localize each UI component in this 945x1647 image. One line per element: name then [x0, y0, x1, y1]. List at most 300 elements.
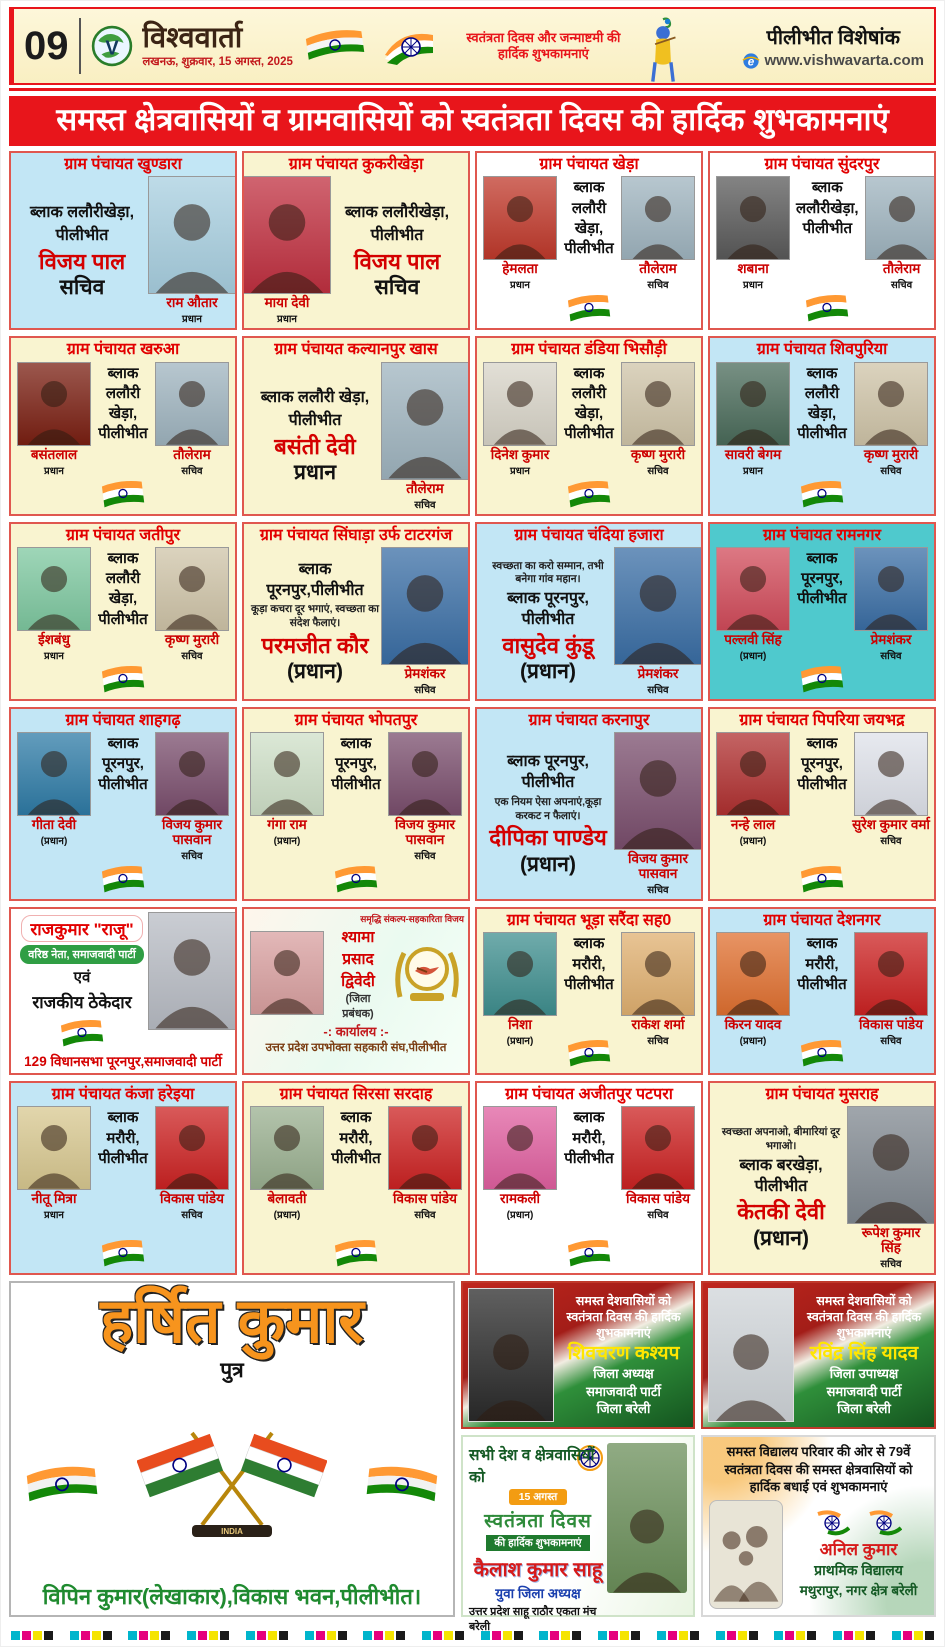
portrait-photo	[621, 362, 695, 446]
person-figure	[619, 362, 697, 511]
block-line: खेड़ा,	[108, 590, 138, 608]
cmyk-mark-group	[246, 1631, 288, 1640]
person-figure	[852, 732, 930, 896]
color-square	[257, 1631, 266, 1640]
block-line: पूरनपुर,	[801, 570, 843, 588]
person-name: अनिल कुमार	[819, 1539, 898, 1559]
party-name: समाजवादी पार्टी	[586, 1383, 661, 1399]
portrait-photo	[621, 176, 695, 260]
person-name: विजय कुमार पासवान	[161, 817, 223, 848]
text-line: परमजीत कौर	[261, 632, 369, 658]
portrait-photo	[709, 1289, 793, 1421]
block-line: ब्लाक	[806, 735, 838, 753]
person-role: (प्रधान)	[739, 836, 767, 848]
person-name: ईशबंधु	[38, 631, 70, 647]
panchayat-title: ग्राम पंचायत सुंदरपुर	[764, 156, 880, 174]
dateline: लखनऊ, शुक्रवार, 15 अगस्त, 2025	[142, 55, 293, 68]
ad-text	[330, 176, 464, 325]
portrait-photo	[847, 1106, 935, 1224]
portrait-photo	[381, 362, 469, 480]
panchayat-ad-box	[475, 907, 703, 1075]
kailash-sahu-ad	[461, 1435, 695, 1633]
text-line: ब्लाक ललौरी खेड़ा,	[260, 389, 370, 407]
tricolor-flag-icon	[566, 477, 612, 511]
color-square	[620, 1631, 629, 1640]
block-line: मरौरी,	[106, 1129, 140, 1147]
person-name: दिनेश कुमार	[490, 446, 550, 462]
block-line: ललौरी खेड़ा,	[571, 384, 607, 423]
person-role: सचिव	[181, 465, 203, 477]
panchayat-ad-box	[475, 522, 703, 701]
person-role: सचिव	[880, 836, 902, 848]
tricolor-flag-icon	[566, 1036, 612, 1070]
portrait-photo	[155, 362, 229, 446]
person-role: सचिव	[647, 280, 669, 292]
color-square	[374, 1631, 383, 1640]
page-number: 09	[24, 24, 69, 68]
block-line: ब्लाक	[806, 549, 838, 567]
person-name: प्रेमशंकर	[637, 665, 679, 681]
panchayat-ad-box	[242, 707, 470, 901]
color-square	[305, 1631, 314, 1640]
block-line: ब्लाक	[806, 364, 838, 382]
portrait-photo	[716, 176, 790, 260]
color-square	[338, 1631, 347, 1640]
portrait-photo	[607, 1443, 687, 1593]
text-line: राजकीय ठेकेदार	[32, 992, 132, 1012]
text-line: ब्लाक ललौरीखेड़ा,	[29, 203, 135, 221]
panchayat-ad-box	[475, 151, 703, 330]
color-square	[81, 1631, 90, 1640]
block-line: पीलीभीत	[98, 610, 148, 628]
person-role: प्रधान	[510, 280, 530, 292]
portrait-photo	[250, 732, 324, 816]
svg-text:e: e	[748, 55, 755, 68]
tricolor-flag-icon	[100, 1236, 146, 1270]
color-square	[807, 1631, 816, 1640]
person-figure	[153, 732, 231, 896]
color-square	[44, 1631, 53, 1640]
color-square	[716, 1631, 725, 1640]
portrait-photo	[621, 932, 695, 1016]
person-name: कैलाश कुमार साहू	[473, 1558, 603, 1581]
panchayat-ad-box	[708, 907, 936, 1075]
text-line: (प्रधान)	[753, 1226, 809, 1250]
flag-chakra-motifs	[816, 1510, 902, 1536]
text-line: पीलीभीत	[55, 226, 109, 244]
person-role: सचिव	[414, 1210, 436, 1222]
cmyk-mark-group	[833, 1631, 875, 1640]
text-line: ब्लाक पूरनपुर,पीलीभीत	[266, 560, 364, 599]
person-figure	[248, 1106, 326, 1270]
school-name: प्राथमिक विद्यालय	[814, 1561, 903, 1578]
block-info	[796, 176, 859, 325]
ad-text	[481, 732, 615, 896]
color-square	[444, 1631, 453, 1640]
person-name: कृष्ण मुरारी	[164, 631, 220, 647]
panchayat-title: ग्राम पंचायत कुकरीखेड़ा	[288, 156, 424, 174]
tricolor-flag-icon	[799, 662, 845, 696]
color-square	[892, 1631, 901, 1640]
block-info	[563, 362, 615, 511]
panchayat-title: ग्राम पंचायत रामनगर	[762, 526, 882, 544]
block-line: पीलीभीत	[564, 1149, 614, 1167]
block-info	[330, 1106, 382, 1270]
person-name: किरन यादव	[724, 1017, 782, 1033]
main-greeting-banner: समस्त क्षेत्रवासियों व ग्रामवासियों को स्वतंत्रता दिवस की हार्दिक शुभकामनाएं	[9, 96, 936, 146]
header-rule	[9, 88, 936, 91]
block-info	[796, 932, 848, 1070]
person-figure	[248, 732, 326, 896]
portrait-photo	[716, 547, 790, 631]
person-name: रविंद्र सिंह यादव	[809, 1342, 919, 1364]
tricolor-flag-icon	[100, 662, 146, 696]
color-square	[925, 1631, 934, 1640]
block-line: ब्लाक	[811, 179, 843, 197]
panchayat-title: ग्राम पंचायत सिरसा सरदाह	[279, 1085, 433, 1103]
person-name: रूपेश कुमार सिंह	[861, 1225, 921, 1256]
text-line: एक नियम ऐसा अपनाएं,कूड़ा करकट न फैलाएं।	[494, 795, 602, 822]
block-info	[97, 732, 149, 896]
color-square	[668, 1631, 677, 1640]
person-role: सचिव	[880, 650, 902, 662]
panchayat-title: ग्राम पंचायत सिंघाड़ा उर्फ टाटरगंज	[259, 526, 453, 544]
tricolor-flag-icon	[799, 477, 845, 511]
ad-text	[481, 547, 615, 696]
panchayat-ad-box	[475, 1081, 703, 1275]
cmyk-mark-group	[11, 1631, 53, 1640]
portrait-photo	[483, 1106, 557, 1190]
person-role: सचिव	[181, 850, 203, 862]
color-square	[774, 1631, 783, 1640]
harshit-father-line: विपिन कुमार(लेखाकार),विकास भवन,पीलीभीत।	[42, 1583, 422, 1609]
text-line: केतकी देवी	[737, 1199, 825, 1225]
date-badge: 15 अगस्त	[509, 1489, 568, 1505]
block-line: ब्लाक	[340, 735, 372, 753]
person-role: (प्रधान)	[739, 650, 767, 662]
text-line: दीपिका पाण्डेय	[489, 825, 607, 851]
color-square	[727, 1631, 736, 1640]
cmyk-mark-group	[716, 1631, 758, 1640]
tricolor-flag-icon	[100, 862, 146, 896]
person-role: सचिव	[647, 1036, 669, 1048]
person-name: नन्हे लाल	[730, 817, 776, 833]
panchayat-ad-box	[9, 336, 237, 515]
panchayat-ad-box	[242, 151, 470, 330]
color-square	[220, 1631, 229, 1640]
person-role: प्रधान	[510, 465, 530, 477]
festival-name: स्वतंत्रता दिवस	[484, 1510, 592, 1532]
paper-name: विश्ववार्ता	[142, 22, 243, 55]
person-role: सचिव	[181, 1210, 203, 1222]
panchayat-ad-box	[708, 707, 936, 901]
portrait-photo	[716, 362, 790, 446]
color-square	[187, 1631, 196, 1640]
person-figure	[153, 176, 231, 325]
block-info	[97, 1106, 149, 1270]
block-line: ब्लाक	[107, 735, 139, 753]
portrait-photo	[483, 176, 557, 260]
cmyk-mark-group	[657, 1631, 699, 1640]
block-line: ललौरी	[105, 570, 141, 588]
ad-text	[248, 362, 382, 511]
block-line: मरौरी,	[805, 955, 839, 973]
block-line: पीलीभीत	[797, 975, 847, 993]
person-figure	[481, 362, 559, 511]
panchayat-ad-box	[9, 1081, 237, 1275]
text-line: वासुदेव कुंडू	[502, 632, 594, 658]
person-role: (प्रधान)	[506, 1210, 534, 1222]
portrait-photo	[468, 1288, 554, 1422]
color-square	[161, 1631, 170, 1640]
person-post: वरिष्ठ नेता, समाजवादी पार्टी	[20, 945, 144, 964]
block-line: पूरनपुर,	[335, 755, 377, 773]
person-figure	[15, 547, 93, 696]
person-figure	[481, 1106, 559, 1270]
portrait-photo	[381, 547, 469, 665]
painted-flag-chakra-icon	[377, 25, 441, 67]
text-line: ब्लाक ललौरीखेड़ा,	[344, 203, 450, 221]
person-role: (प्रधान)	[40, 836, 68, 848]
person-role: सचिव	[880, 1036, 902, 1048]
text-line: ब्लाक बरखेड़ा, पीलीभीत	[739, 1156, 823, 1195]
person-role: सचिव	[647, 465, 669, 477]
color-square	[22, 1631, 31, 1640]
person-role: सचिव	[647, 684, 669, 696]
person-name: निशा	[508, 1017, 532, 1033]
text-line: पीलीभीत	[370, 226, 424, 244]
text-line: एवं	[73, 968, 91, 986]
block-info	[563, 932, 615, 1070]
cmyk-mark-group	[70, 1631, 112, 1640]
office-label: -: कार्यालय :-	[323, 1023, 389, 1039]
person-figure	[619, 176, 697, 325]
panchayat-title: ग्राम पंचायत चंदिया हजारा	[514, 526, 664, 544]
panchayat-title: ग्राम पंचायत पिपरिया जयभद्र	[739, 711, 905, 729]
person-figure	[714, 362, 792, 511]
portrait-photo	[155, 1106, 229, 1190]
person-name: तौलेराम	[406, 480, 444, 496]
person-name: शबाना	[737, 261, 769, 277]
svg-text:V: V	[104, 37, 119, 60]
portrait-photo	[155, 547, 229, 631]
panchayat-title: ग्राम पंचायत मुसराह	[765, 1085, 879, 1103]
tricolor-flag-icon	[100, 477, 146, 511]
person-name: शिवचरण कश्यप	[567, 1342, 680, 1364]
panchayat-ad-box	[708, 151, 936, 330]
person-role: सचिव	[880, 465, 902, 477]
block-info	[563, 1106, 615, 1270]
portrait-photo	[17, 547, 91, 631]
cmyk-mark-group	[422, 1631, 464, 1640]
person-role: प्रधान	[44, 650, 64, 662]
cmyk-mark-group	[305, 1631, 347, 1640]
portrait-photo	[716, 732, 790, 816]
person-role: (प्रधान)	[506, 1036, 534, 1048]
person-role: सचिव	[647, 884, 669, 896]
office-name: उत्तर प्रदेश उपभोक्ता सहकारी संघ,पीलीभीत	[265, 1041, 447, 1054]
text-line: विजय पाल	[353, 248, 441, 274]
color-square	[609, 1631, 618, 1640]
text-line: स्वच्छता अपनाओ, बीमारियां दूर भगाओ।	[721, 1126, 841, 1153]
color-square	[246, 1631, 255, 1640]
bottom-ads	[9, 1281, 936, 1633]
person-figure	[15, 1106, 93, 1270]
block-line: पीलीभीत	[98, 1149, 148, 1167]
person-figure	[153, 912, 231, 1050]
text-line: प्रधान	[294, 461, 336, 485]
person-post: युवा जिला अध्यक्ष	[495, 1585, 581, 1601]
family-photo	[709, 1500, 783, 1609]
harshit-relation: पुत्र	[220, 1359, 244, 1383]
block-line: पीलीभीत	[98, 425, 148, 443]
block-line: ललौरी खेड़ा,	[105, 384, 141, 423]
person-figure	[386, 1106, 464, 1270]
panchayat-title: ग्राम पंचायत खेड़ा	[539, 156, 639, 174]
portrait-photo	[854, 732, 928, 816]
panchayat-title: ग्राम पंचायत देशनगर	[763, 911, 881, 929]
person-name: हेमलता	[502, 261, 538, 277]
person-figure	[714, 547, 792, 696]
panchayat-ad-box	[9, 151, 237, 330]
text-line: पीलीभीत	[288, 411, 342, 429]
text-line: सचिव	[374, 275, 420, 299]
color-square	[455, 1631, 464, 1640]
color-square	[128, 1631, 137, 1640]
color-square	[33, 1631, 42, 1640]
person-role: प्रधान	[743, 280, 763, 292]
cmyk-mark-group	[128, 1631, 170, 1640]
color-square	[11, 1631, 20, 1640]
person-name: पल्लवी सिंह	[724, 631, 782, 647]
person-figure	[248, 931, 326, 1015]
person-role: प्रधान	[277, 314, 297, 326]
person-figure	[153, 1106, 231, 1270]
color-square	[903, 1631, 912, 1640]
painted-flag-icon	[23, 1460, 101, 1510]
person-name: कृष्ण मुरारी	[863, 446, 919, 462]
color-square	[833, 1631, 842, 1640]
panchayat-title: ग्राम पंचायत कल्यानपुर खास	[274, 341, 438, 359]
party-name: समाजवादी पार्टी	[826, 1383, 902, 1399]
panchayat-title: ग्राम पंचायत खुण्डारा	[64, 156, 182, 174]
person-figure	[386, 732, 464, 896]
portrait-photo	[243, 176, 331, 294]
color-square	[433, 1631, 442, 1640]
panchayat-title: ग्राम पंचायत भोपतपुर	[294, 711, 418, 729]
person-role: सचिव	[181, 650, 203, 662]
portrait-photo	[17, 362, 91, 446]
portrait-photo	[155, 732, 229, 816]
block-info	[97, 547, 149, 696]
portrait-photo	[607, 1443, 687, 1593]
person-figure	[852, 1106, 930, 1270]
person-figure	[481, 176, 559, 325]
person-figure	[863, 176, 936, 325]
person-role: प्रधान	[44, 465, 64, 477]
person-name: गीता देवी	[31, 817, 77, 833]
person-figure	[619, 732, 697, 896]
block-line: ब्लाक	[573, 179, 605, 197]
tricolor-flag-icon	[333, 1236, 379, 1270]
person-name: कृष्ण मुरारी	[630, 446, 686, 462]
tricolor-flag-icon	[59, 1016, 105, 1050]
person-role: प्रधान	[44, 1210, 64, 1222]
ad-greeting: समस्त देशवासियों को स्वतंत्रता दिवस की हार्दिक शुभकामनाएं	[566, 1293, 681, 1341]
masthead	[9, 7, 936, 85]
block-line: मरौरी,	[572, 955, 606, 973]
block-line: पीलीभीत	[564, 425, 614, 443]
person-role: सचिव	[414, 684, 436, 696]
website-link[interactable]: www.vishwavarta.com	[764, 52, 924, 69]
school-address: मथुरापुर, नगर क्षेत्र बरेली	[799, 1582, 918, 1598]
block-line: ब्लाक	[107, 1109, 139, 1127]
color-square	[150, 1631, 159, 1640]
block-info	[97, 362, 149, 511]
color-square	[679, 1631, 688, 1640]
color-square	[139, 1631, 148, 1640]
text-line: स्वच्छता का करो सम्मान, तभी बनेगा गांव महान।	[492, 559, 604, 586]
constituency-line: 129 विधानसभा पूरनपुर,समाजवादी पार्टी	[24, 1053, 222, 1069]
portrait-photo	[865, 176, 936, 260]
browser-e-icon	[742, 52, 760, 70]
person-figure	[386, 362, 464, 511]
tricolor-flag-icon	[799, 1036, 845, 1070]
portrait-photo	[854, 547, 928, 631]
color-square	[363, 1631, 372, 1640]
person-figure	[619, 932, 697, 1070]
person-figure	[15, 362, 93, 511]
person-figure	[852, 362, 930, 511]
block-line: पीलीभीत	[797, 590, 847, 608]
panchayat-ad-grid	[9, 151, 936, 1275]
ad-text	[714, 1106, 848, 1270]
block-line: पूरनपुर,	[801, 755, 843, 773]
portrait-photo	[17, 1106, 91, 1190]
block-info	[796, 362, 848, 511]
color-square	[279, 1631, 288, 1640]
krishna-illustration-icon	[646, 17, 680, 75]
color-square	[749, 1631, 758, 1640]
person-figure	[153, 547, 231, 696]
color-square	[844, 1631, 853, 1640]
person-figure	[714, 176, 792, 325]
color-square	[316, 1631, 325, 1640]
person-post: जिला उपाध्यक्ष	[829, 1366, 899, 1382]
panchayat-title: ग्राम पंचायत खरुआ	[66, 341, 180, 359]
person-name: सावरी बेगम	[724, 446, 782, 462]
cmyk-mark-group	[892, 1631, 934, 1640]
person-figure	[153, 362, 231, 511]
vishwavarta-globe-logo-icon	[91, 25, 133, 67]
portrait-photo	[614, 732, 702, 850]
person-name: विकास पांडेय	[393, 1191, 457, 1207]
person-figure	[714, 732, 792, 896]
portrait-photo	[388, 732, 462, 816]
person-name: विकास पांडेय	[160, 1191, 224, 1207]
block-line: ललौरी खेड़ा,	[571, 199, 607, 237]
text-line: सचिव	[59, 275, 105, 299]
block-line: ब्लाक	[573, 364, 605, 382]
masthead-divider	[79, 18, 81, 74]
person-name: तौलेराम	[882, 261, 921, 277]
panchayat-ad-box	[475, 707, 703, 901]
person-role: प्रधान	[743, 465, 763, 477]
block-line: ललौरी खेड़ा,	[804, 384, 840, 423]
panchayat-ad-box	[708, 336, 936, 515]
block-line: मरौरी,	[339, 1129, 373, 1147]
tricolor-flag-icon	[799, 862, 845, 896]
